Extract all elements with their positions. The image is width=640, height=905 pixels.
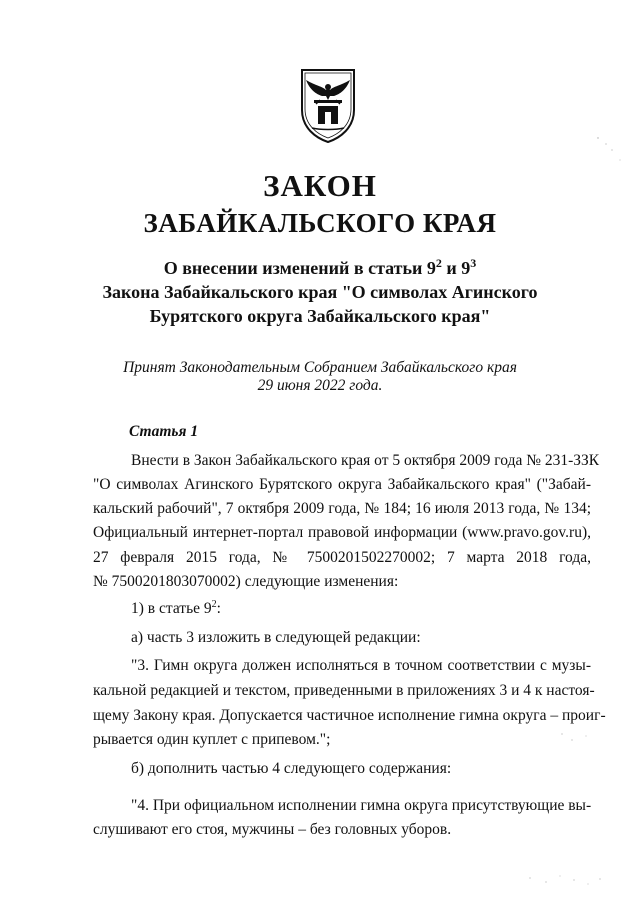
quote-line: рывается один куплет с припевом."; <box>93 731 331 748</box>
superscript: 3 <box>470 256 477 270</box>
body-line: № 7500201803070002) следующие изменения: <box>93 573 399 590</box>
article-heading: Статья 1 <box>129 423 199 440</box>
body-line: кальский рабочий", 7 октября 2009 года, № 184; 16 июля 2013 года, № 134; <box>93 500 591 517</box>
quote-line: "3. Гимн округа должен исполняться в точном соответствии с музы- <box>131 657 591 674</box>
subtitle-line-3: Бурятского округа Забайкальского края" <box>149 306 491 326</box>
adoption-line-1: Принят Законодательным Собранием Забайкальского края <box>123 359 517 376</box>
list-item-b: б) дополнить частью 4 следующего содержания: <box>131 760 452 777</box>
body-line: 27 февраля 2015 года, № 7500201502270002; 7 марта 2018 года, <box>93 549 591 566</box>
list-item-a: а) часть 3 изложить в следующей редакции: <box>131 629 421 646</box>
item-text: : <box>216 600 221 617</box>
subtitle-text: и 9 <box>441 258 471 278</box>
body-line: Внести в Закон Забайкальского края от 5 октября 2009 года № 231-ЗЗК <box>131 452 600 469</box>
subtitle-line-2: Закона Забайкальского края "О символах Агинского <box>102 282 538 302</box>
adoption-date: 29 июня 2022 года. <box>257 377 383 394</box>
superscript: 2 <box>435 256 442 270</box>
body-line: Официальный интернет-портал правовой информации (www.pravo.gov.ru), <box>93 524 591 541</box>
superscript: 2 <box>211 598 217 610</box>
item-text: 1) в статье 9 <box>131 600 212 617</box>
quote-line: слушивают его стоя, мужчины – без головных уборов. <box>93 821 452 838</box>
quote-line: кальной редакцией и текстом, приведенными в приложениях 3 и 4 к настоя- <box>93 682 595 699</box>
law-title: ЗАКОН <box>263 168 377 203</box>
quote-line: щему Закону края. Допускается частичное исполнение гимна округа – проиг- <box>93 707 606 724</box>
body-line: "О символах Агинского Бурятского округа Забайкальского края" ("Забай- <box>93 476 591 493</box>
quote-line: "4. При официальном исполнении гимна округа присутствующие вы- <box>131 797 592 814</box>
region-title: ЗАБАЙКАЛЬСКОГО КРАЯ <box>143 208 497 238</box>
subtitle-text: О внесении изменений в статьи 9 <box>163 258 436 278</box>
